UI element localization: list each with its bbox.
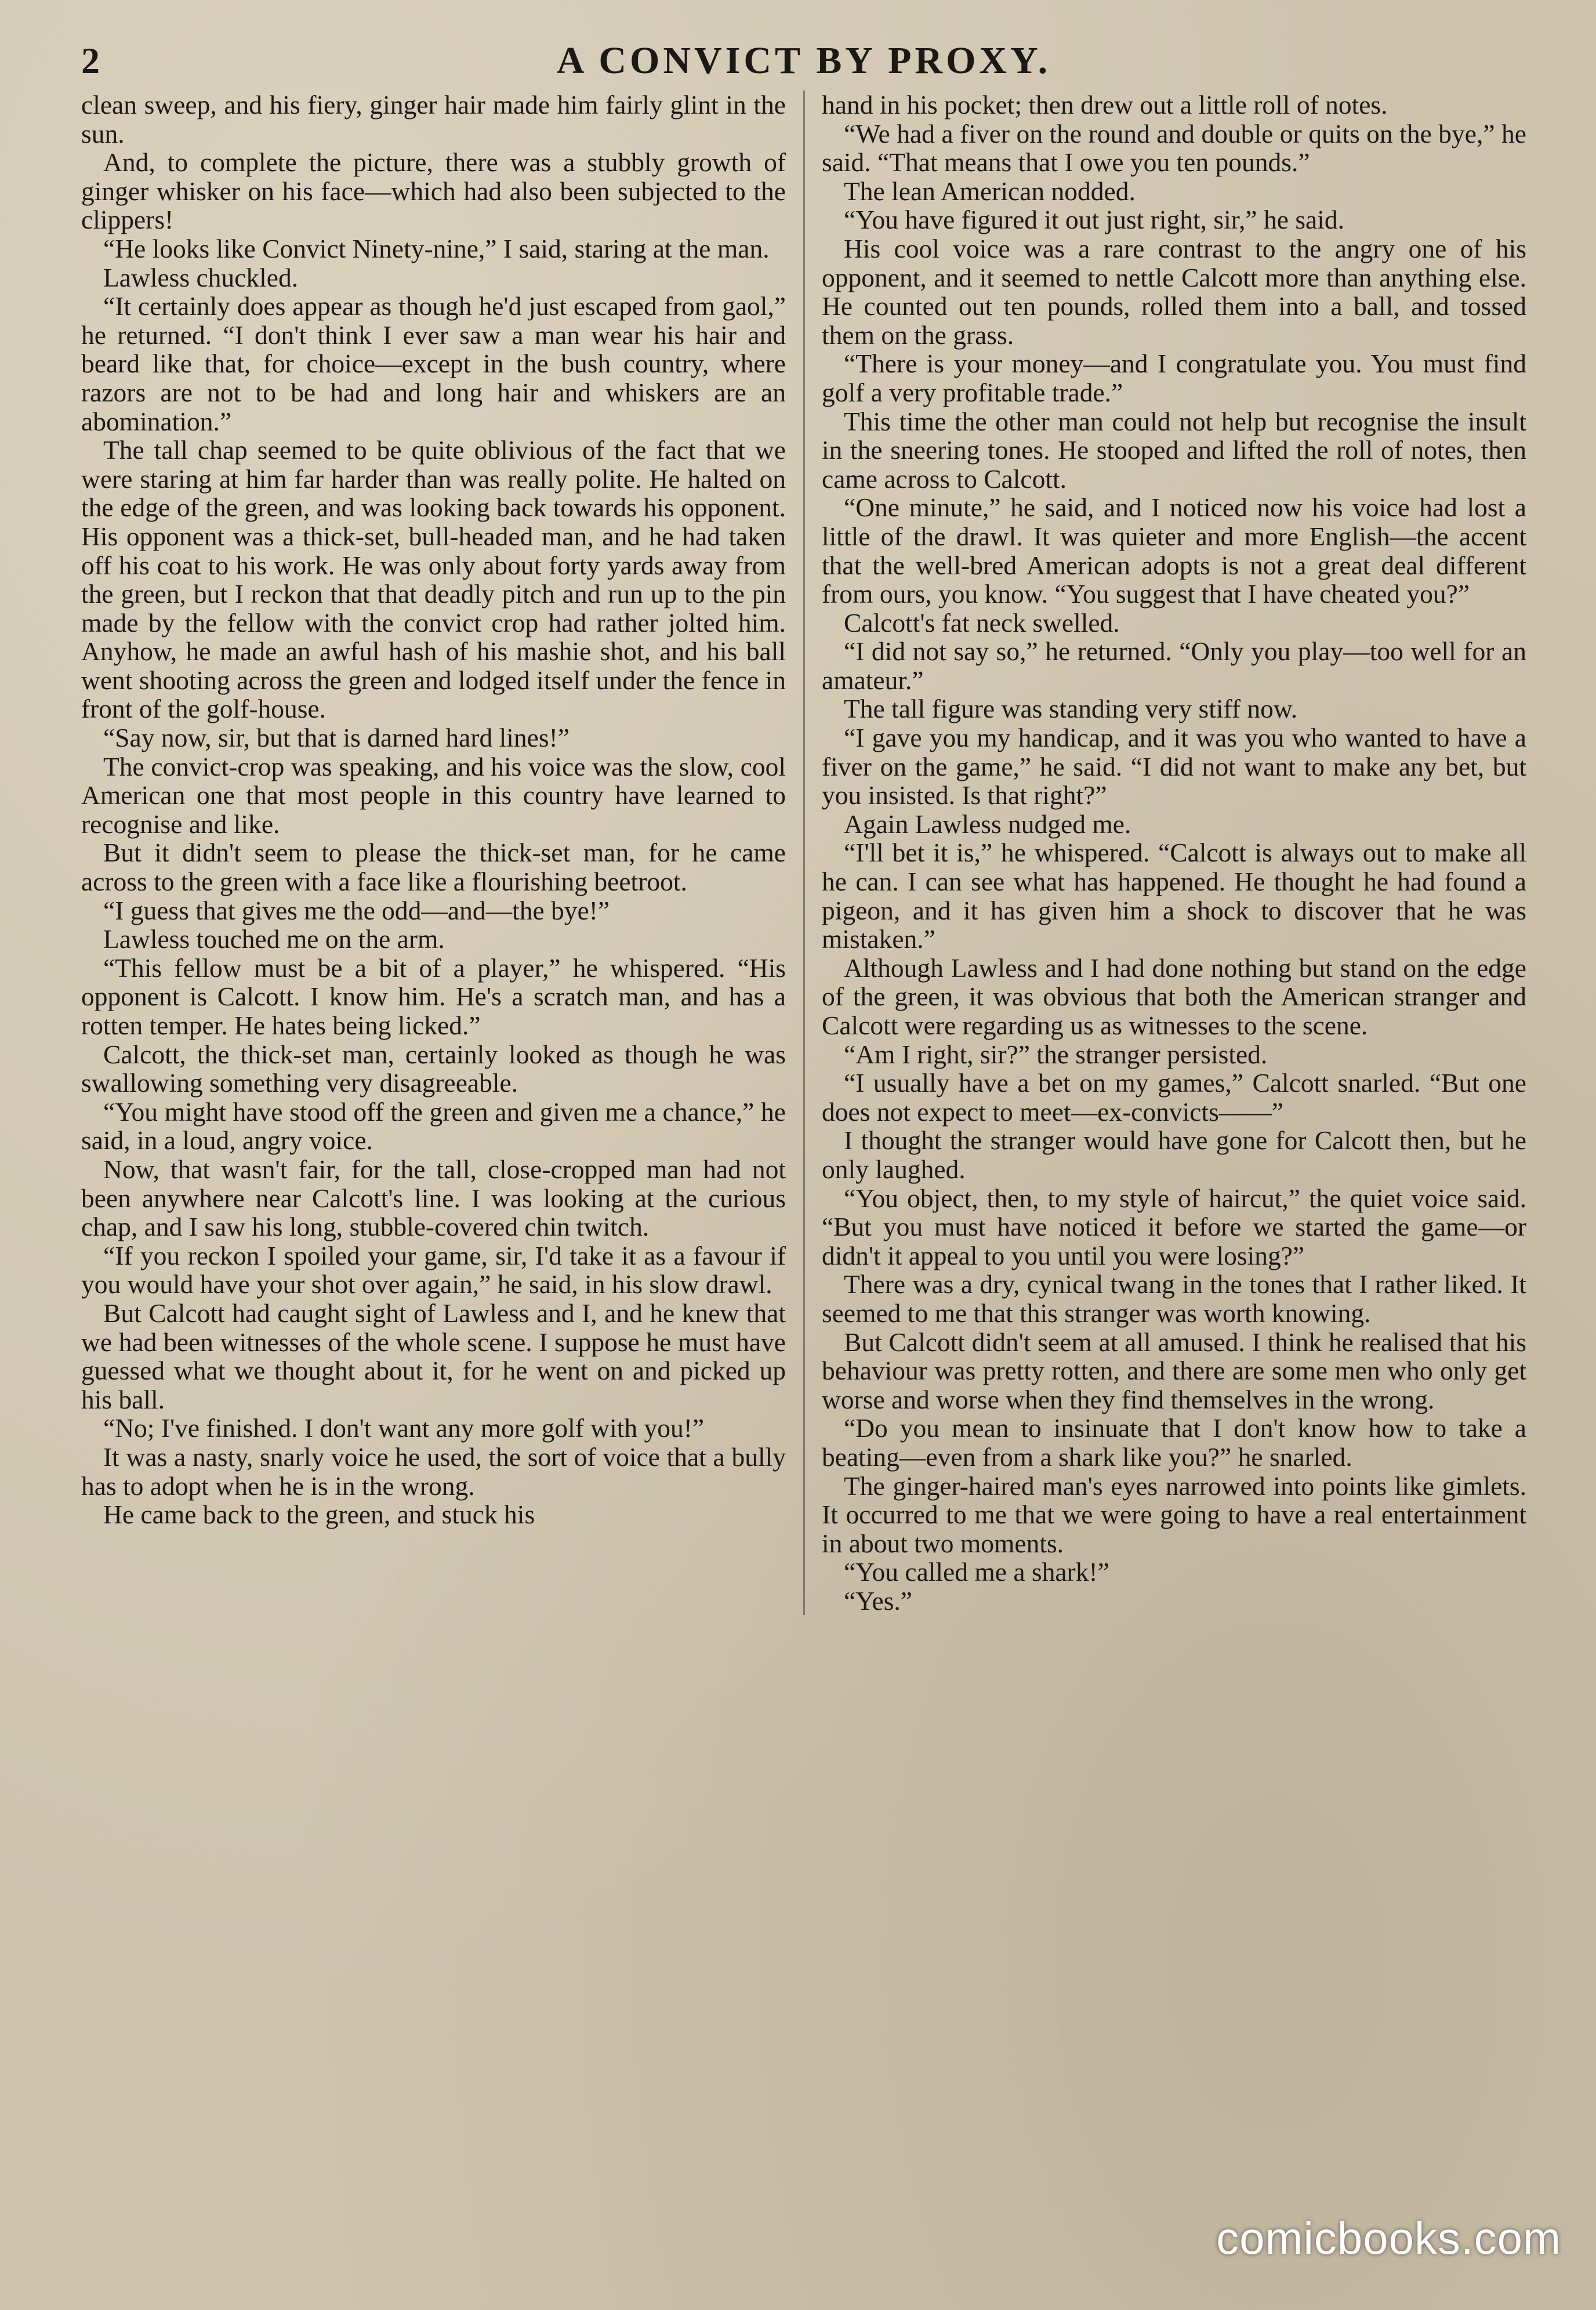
paragraph: “This fellow must be a bit of a player,” he whispered. “His opponent is Calcott. I know him. He's a scratch man, and has a rotten temper. He hates being licked.” bbox=[81, 953, 786, 1040]
paragraph: “There is your money—and I congratulate you. You must find golf a very profitable trade.” bbox=[822, 349, 1526, 407]
paragraph: “I usually have a bet on my games,” Calcott snarled. “But one does not expect to meet—ex-convicts——” bbox=[822, 1068, 1526, 1127]
paragraph: The tall figure was standing very stiff now. bbox=[844, 694, 1298, 724]
paragraph: “You object, then, to my style of haircut,” the quiet voice said. “But you must have noticed it before we started the game—or didn't it appeal to you until you were losing?” bbox=[822, 1183, 1526, 1270]
paragraph: “You might have stood off the green and given me a chance,” he said, in a loud, angry voice. bbox=[81, 1096, 786, 1156]
page-number: 2 bbox=[81, 40, 100, 81]
paragraph: “Am I right, sir?” the stranger persisted. bbox=[844, 1039, 1268, 1069]
paragraph: Lawless chuckled. bbox=[103, 262, 299, 292]
paragraph: Calcott's fat neck swelled. bbox=[844, 607, 1120, 638]
paragraph: And, to complete the picture, there was a stubbly growth of ginger whisker on his face—which had also been subjected to the clippers! bbox=[81, 147, 786, 235]
paragraph: There was a dry, cynical twang in the tones that I rather liked. It seemed to me that this stranger was worth knowing. bbox=[822, 1269, 1526, 1328]
paragraph: He came back to the green, and stuck his bbox=[103, 1500, 535, 1530]
paragraph: “He looks like Convict Ninety-nine,” I said, staring at the man. bbox=[103, 233, 770, 263]
paragraph: This time the other man could not help but recognise the insult in the sneering tones. He stooped and lifted the roll of notes, then came across to Calcott. bbox=[822, 406, 1526, 494]
paragraph: “You called me a shark!” bbox=[844, 1557, 1109, 1587]
paragraph: “It certainly does appear as though he'd just escaped from gaol,” he returned. “I don't think I ever saw a man wear his hair and beard like that, for choice—except in the bush country, where razors are not to be had and long hair and whiskers are an abomination.” bbox=[81, 291, 786, 436]
paragraph: But it didn't seem to please the thick-set man, for he came across to the green with a face like a flourishing beetroot. bbox=[81, 838, 786, 897]
paragraph: But Calcott had caught sight of Lawless and I, and he knew that we had been witnesses of the whole scene. I suppose he must have guessed what we thought about it, for he went on and picked up his ball. bbox=[81, 1298, 786, 1414]
paragraph: “No; I've finished. I don't want any more golf with you!” bbox=[103, 1413, 705, 1443]
book-title: A CONVICT BY PROXY. bbox=[556, 39, 1051, 82]
paragraph: Although Lawless and I had done nothing but stand on the edge of the green, it was obvious that both the American stranger and Calcott were regarding us as witnesses to the scene. bbox=[822, 953, 1526, 1040]
paragraph: “We had a fiver on the round and double or quits on the bye,” he said. “That means that I owe you ten pounds.” bbox=[822, 118, 1526, 178]
running-head bbox=[81, 35, 1526, 87]
paragraph: “If you reckon I spoiled your game, sir, I'd take it as a favour if you would have your shot over again,” he said, in his slow drawl. bbox=[81, 1240, 786, 1299]
paragraph: “I did not say so,” he returned. “Only you play—too well for an amateur.” bbox=[822, 636, 1526, 695]
column-divider bbox=[803, 90, 805, 1615]
paragraph: “I gave you my handicap, and it was you who wanted to have a fiver on the game,” he said. “I did not want to make any bet, but you insisted. Is that right?” bbox=[822, 723, 1526, 810]
paragraph: But Calcott didn't seem at all amused. I think he realised that his behaviour was pretty rotten, and there are some men who only get worse and worse when they find themselves in the wrong. bbox=[822, 1327, 1526, 1414]
paragraph: “One minute,” he said, and I noticed now his voice had lost a little of the drawl. It was quieter and more English—the accent that the well-bred American adopts is not a great deal different from ours, you know. “You suggest that I have cheated you?” bbox=[822, 493, 1526, 609]
left-column bbox=[81, 90, 786, 1615]
paragraph: I thought the stranger would have gone for Calcott then, but he only laughed. bbox=[822, 1125, 1526, 1184]
paragraph: hand in his pocket; then drew out a little roll of notes. bbox=[822, 90, 1388, 120]
paragraph: The convict-crop was speaking, and his voice was the slow, cool American one that most people in this country have learned to recognise and like. bbox=[81, 751, 786, 839]
paragraph: It was a nasty, snarly voice he used, the sort of voice that a bully has to adopt when he is in the wrong. bbox=[81, 1442, 786, 1501]
paragraph: “Do you mean to insinuate that I don't know how to take a beating—even from a shark like you?” he snarled. bbox=[822, 1413, 1526, 1472]
right-column bbox=[822, 90, 1526, 1615]
paragraph: Again Lawless nudged me. bbox=[844, 809, 1131, 839]
paragraph: “You have figured it out just right, sir,” he said. bbox=[844, 205, 1344, 235]
paragraph: “Yes.” bbox=[844, 1585, 912, 1616]
text-columns bbox=[81, 90, 1526, 1615]
paragraph: clean sweep, and his fiery, ginger hair made him fairly glint in the sun. bbox=[81, 90, 786, 149]
paragraph: “Say now, sir, but that is darned hard lines!” bbox=[103, 723, 570, 753]
watermark: comicbooks.com bbox=[1216, 2213, 1561, 2264]
paragraph: “I'll bet it is,” he whispered. “Calcott is always out to make all he can. I can see what has happened. He thought he had found a pigeon, and it has given him a shock to discover that he was mistaken.” bbox=[822, 838, 1526, 954]
paragraph: The tall chap seemed to be quite oblivious of the fact that we were staring at him far harder than was really polite. He halted on the edge of the green, and was looking back towards his opponent. His opponent was a thick-set, bull-headed man, and he had taken off his coat to his work. He was only about forty yards away from the green, but I reckon that that deadly pitch and run up to the pin made by the fellow with the convict crop had rather jolted him. Anyhow, he made an awful hash of his mashie shot, and his ball went shooting across the green and lodged itself under the fence in front of the golf-house. bbox=[81, 435, 786, 724]
paragraph: The lean American nodded. bbox=[844, 176, 1136, 206]
paragraph: His cool voice was a rare contrast to the angry one of his opponent, and it seemed to nettle Calcott more than anything else. He counted out ten pounds, rolled them into a ball, and tossed them on the grass. bbox=[822, 233, 1526, 350]
paragraph: The ginger-haired man's eyes narrowed into points like gimlets. It occurred to me that we were going to have a real entertainment in about two moments. bbox=[822, 1471, 1526, 1558]
paragraph: “I guess that gives me the odd—and—the bye!” bbox=[103, 895, 610, 925]
paragraph: Now, that wasn't fair, for the tall, close-cropped man had not been anywhere near Calcott's line. I was looking at the curious chap, and I saw his long, stubble-covered chin twitch. bbox=[81, 1154, 786, 1242]
paragraph: Lawless touched me on the arm. bbox=[103, 924, 445, 954]
paragraph: Calcott, the thick-set man, certainly looked as though he was swallowing something very disagreeable. bbox=[81, 1039, 786, 1098]
